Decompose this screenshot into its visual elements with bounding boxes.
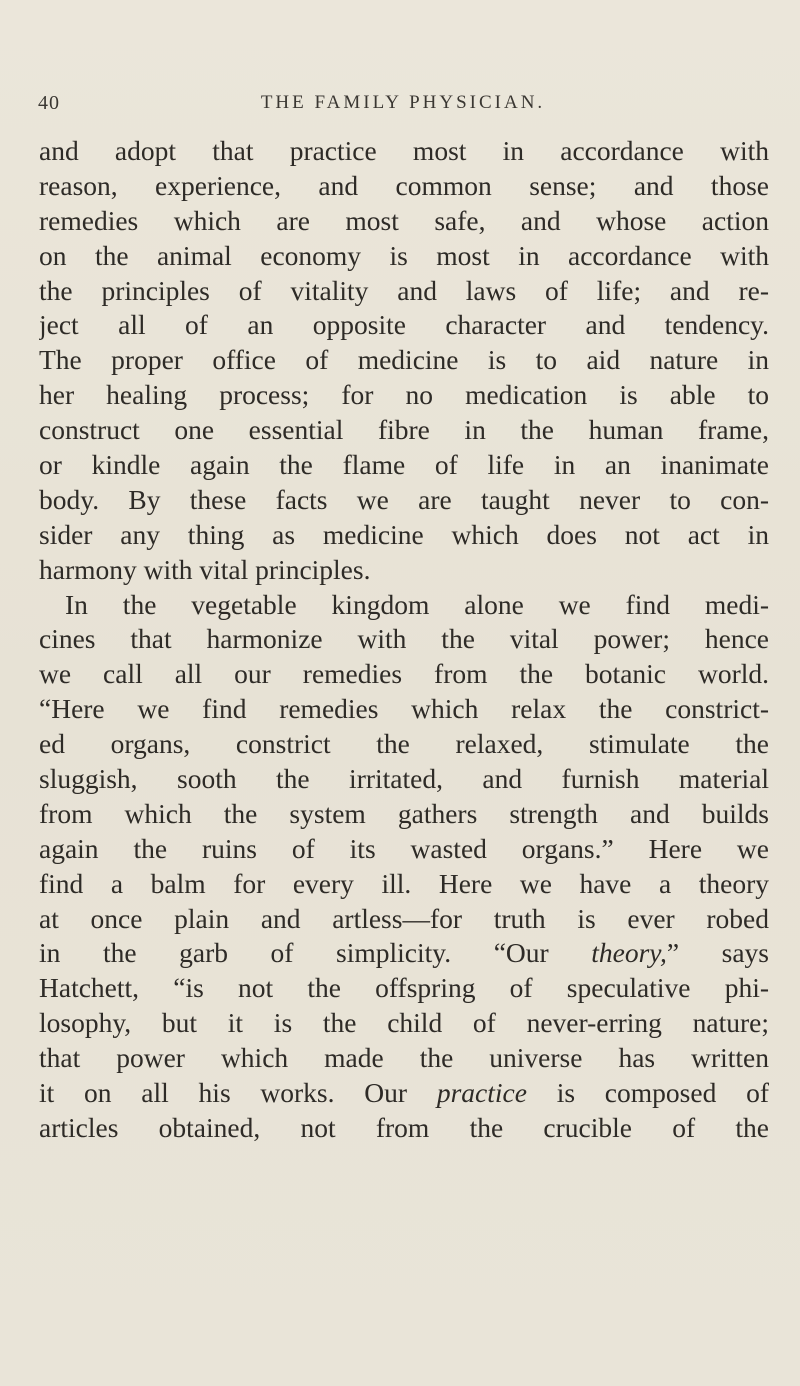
- text-line: again the ruins of its wasted organs.” Here we: [39, 832, 769, 864]
- text-line: reason, experience, and common sense; and those: [39, 169, 769, 201]
- text-line: losophy, but it is the child of never-erring nature;: [39, 1007, 769, 1039]
- text-line: her healing process; for no medication is able to: [39, 379, 769, 411]
- text-segment: Our: [364, 1077, 408, 1109]
- text-line-mixed: [39, 936, 769, 971]
- text-line: harmony with vital principles.: [39, 553, 371, 585]
- text-line: and adopt that practice most in accordance with: [39, 135, 769, 166]
- text-line: that power which made the universe has written: [39, 1042, 769, 1074]
- text-line: at once plain and artless—for truth is ever robed: [39, 902, 769, 934]
- text-line: or kindle again the flame of life in an inanimate: [39, 449, 769, 481]
- text-line: the principles of vitality and laws of life; and re-: [39, 274, 769, 306]
- body-text: [39, 134, 769, 1146]
- text-line: In the vegetable kingdom alone we find medi-: [65, 588, 769, 620]
- text-line: Hatchett, “is not the offspring of speculative phi-: [39, 972, 769, 1004]
- text-line: cines that harmonize with the vital power; hence: [39, 623, 769, 655]
- text-segment: is composed of: [556, 1077, 769, 1109]
- text-segment: “Our: [493, 937, 549, 969]
- text-line: articles obtained, not from the crucible of the: [39, 1111, 769, 1143]
- page-header: [38, 92, 768, 122]
- text-line: from which the system gathers strength and builds: [39, 797, 769, 829]
- text-segment: ” says: [666, 937, 769, 969]
- text-line: ject all of an opposite character and tendency.: [39, 309, 769, 341]
- text-line: body. By these facts we are taught never to con-: [39, 483, 769, 515]
- text-line: find a balm for every ill. Here we have a theory: [39, 867, 769, 899]
- text-line: sider any thing as medicine which does not act in: [39, 518, 769, 550]
- text-line: we call all our remedies from the botanic world.: [39, 658, 769, 690]
- italic-word-theory: theory,: [591, 937, 667, 969]
- page-number: 40: [38, 92, 60, 114]
- text-line: remedies which are most safe, and whose action: [39, 204, 769, 236]
- text-line: sluggish, sooth the irritated, and furnish material: [39, 763, 769, 795]
- text-line: The proper office of medicine is to aid nature in: [39, 344, 769, 376]
- text-segment: in the garb of simplicity.: [39, 937, 452, 969]
- italic-word-practice: practice: [436, 1077, 527, 1109]
- text-line: construct one essential fibre in the human frame,: [39, 414, 769, 446]
- text-segment: it on all his works.: [39, 1077, 335, 1109]
- text-line: “Here we find remedies which relax the constrict-: [39, 693, 769, 725]
- running-title: THE FAMILY PHYSICIAN.: [260, 92, 546, 113]
- text-line-mixed: [39, 1076, 769, 1111]
- text-line: ed organs, constrict the relaxed, stimulate the: [39, 728, 769, 760]
- text-line: on the animal economy is most in accordance with: [39, 239, 769, 271]
